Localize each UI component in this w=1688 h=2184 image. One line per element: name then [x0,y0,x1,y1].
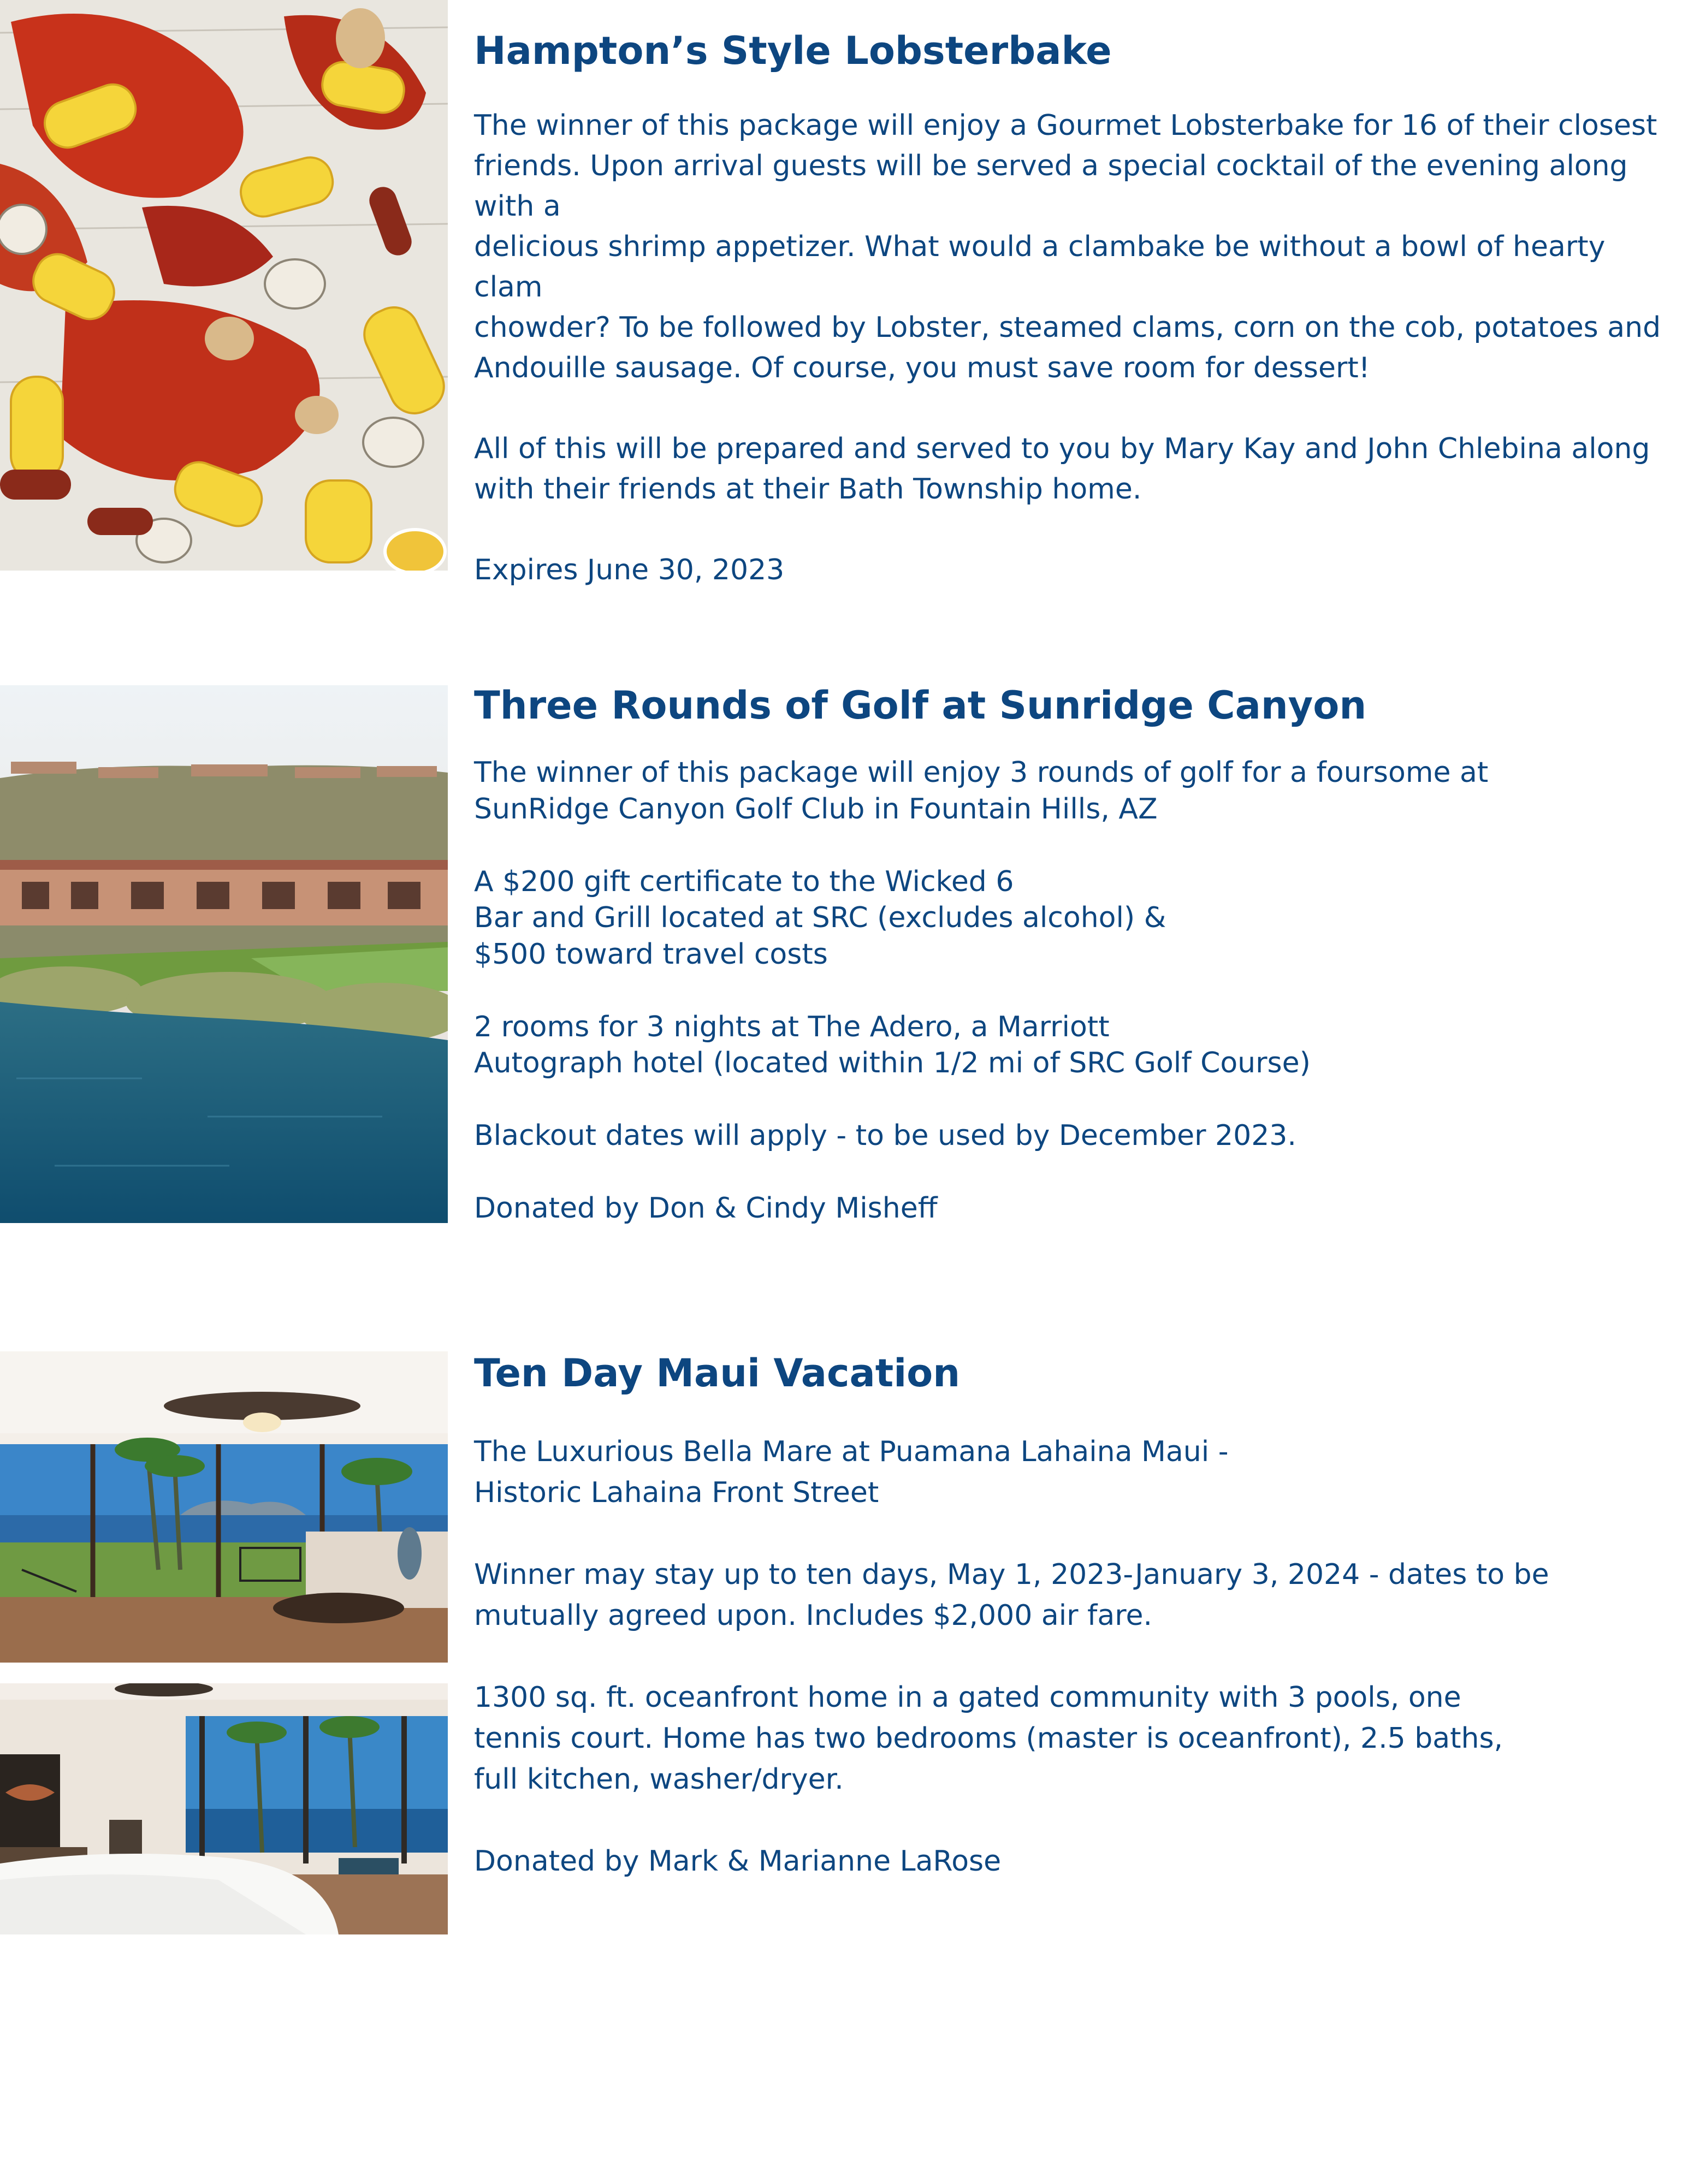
item-description: The winner of this package will enjoy a Gourmet Lobsterbake for 16 of their closest friends. Upon arrival guests will be served a special cocktail of the evening along with a delicious shrimp appetizer. What would a clambake be without a bowl of hearty clam chowder? To be followed by Lobster, steamed clams, corn on the cob, potatoes and Andouille sausage. Of course, you must save room for dessert! [474,109,1661,384]
item-title: Three Rounds of Golf at Sunridge Canyon [474,683,1367,728]
item-blackout-note: Blackout dates will apply - to be used by December 2023. [474,1119,1296,1152]
item-donor: Donated by Don & Cindy Misheff [474,1192,938,1225]
auction-item-maui [474,1349,1665,1923]
auction-item-golf [474,681,1665,1263]
item-host-details: All of this will be prepared and served to you by Mary Kay and John Chlebina along with their friends at their Bath Township home. [474,432,1650,506]
item-gift-certificate: A $200 gift certificate to the Wicked 6 Bar and Grill located at SRC (excludes alcohol) & $500 toward travel costs [474,865,1166,971]
maui-living-room-photo [0,1351,448,1663]
golf-course-photo [0,685,448,1223]
item-location: The Luxurious Bella Mare at Puamana Lahaina Maui - Historic Lahaina Front Street [474,1435,1229,1509]
item-expiration: Expires June 30, 2023 [474,554,785,586]
maui-bedroom-photo [0,1683,448,1934]
item-title: Hampton’s Style Lobsterbake [474,28,1112,73]
item-description: The winner of this package will enjoy 3 rounds of golf for a foursome at SunRidge Canyon Golf Club in Fountain Hills, AZ [474,756,1489,826]
lobsterbake-photo [0,0,448,571]
item-lodging: 2 rooms for 3 nights at The Adero, a Marriott Autograph hotel (located within 1/2 mi of SRC Golf Course) [474,1010,1311,1079]
item-stay-dates: Winner may stay up to ten days, May 1, 2023-January 3, 2024 - dates to be mutually agreed upon. Includes $2,000 air fare. [474,1558,1549,1632]
item-home-details: 1300 sq. ft. oceanfront home in a gated community with 3 pools, one tennis court. Home has two bedrooms (master is oceanfront), 2.5 baths, full kitchen, washer/dryer. [474,1681,1503,1796]
item-title: Ten Day Maui Vacation [474,1351,961,1396]
auction-item-lobsterbake [474,26,1665,631]
item-donor: Donated by Mark & Marianne LaRose [474,1845,1002,1878]
